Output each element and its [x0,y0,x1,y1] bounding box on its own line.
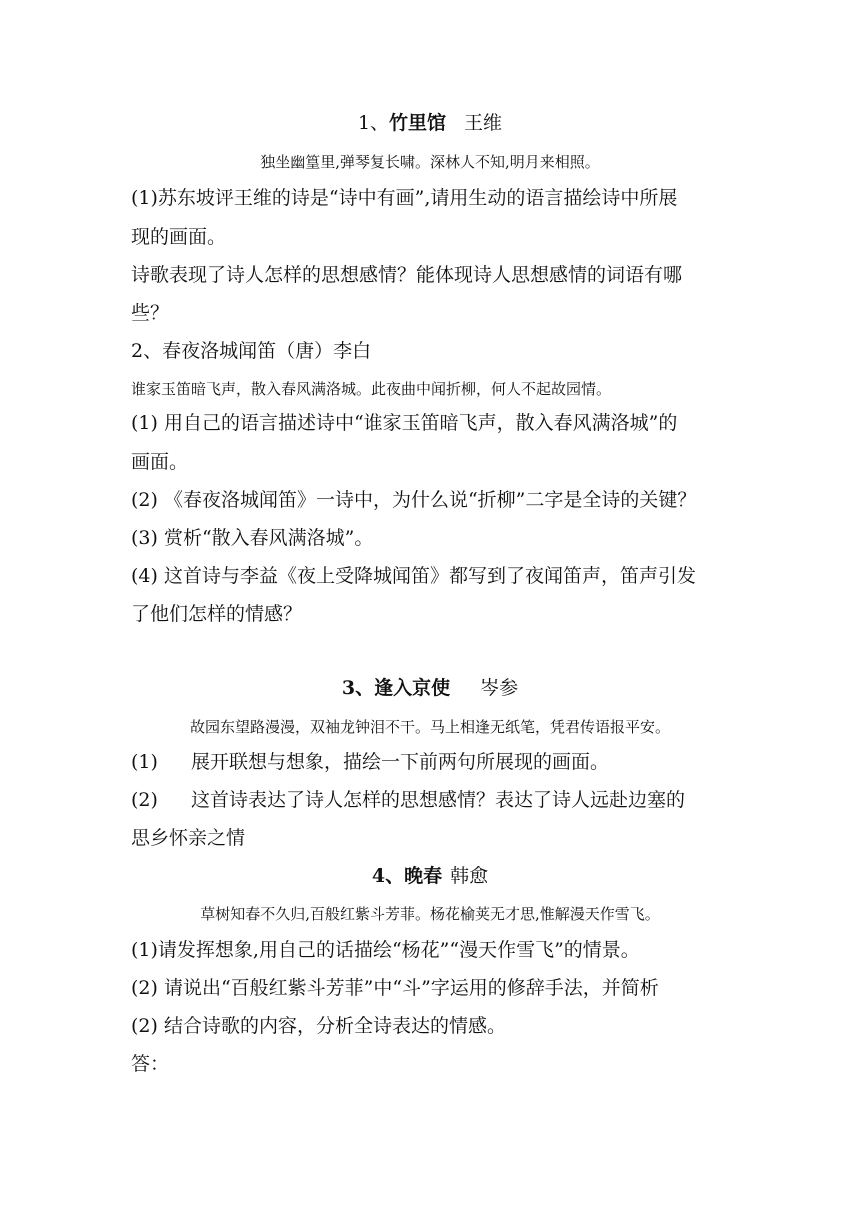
poem3-question2-line1: 这首诗表达了诗人怎样的思想感情？表达了诗人远赴边塞的 [191,789,686,811]
poem4-title: 4、晚春 [371,865,443,887]
poem1-author: 王维 [464,112,503,134]
poem2-question4-line2: 了他们怎样的情感？ [131,603,303,625]
poem1-question2-line2: 些？ [131,302,170,324]
poem2-question1-line2: 画面。 [131,451,189,473]
poem2-heading: 2、春夜洛城闻笛（唐）李白 [131,340,372,362]
poem3-question1-number: (1) [131,751,158,773]
poem1-title-line [0,111,860,135]
poem2-question4-line1: (4) 这首诗与李益《夜上受降城闻笛》都写到了夜闻笛声，笛声引发 [131,565,696,587]
poem4-question2: (2) 请说出“百般红紫斗芳菲”中“斗”字运用的修辞手法，并简析 [131,977,659,999]
poem4-title-line [0,864,860,888]
poem4-question3: (2) 结合诗歌的内容，分析全诗表达的情感。 [131,1015,506,1037]
poem2-text: 谁家玉笛暗飞声，散入春风满洛城。此夜曲中闻折柳，何人不起故园情。 [131,380,612,398]
poem4-question1: (1)请发挥想象,用自己的话描绘“杨花”“漫天作雪飞”的情景。 [131,939,640,961]
poem3-question1: 展开联想与想象，描绘一下前两句所展现的画面。 [191,751,610,773]
poem3-text: 故园东望路漫漫，双袖龙钟泪不干。马上相逢无纸笔，凭君传语报平安。 [189,718,670,736]
poem4-answer-label: 答： [131,1053,170,1075]
poem2-question3: (3) 赏析“散入春风满洛城”。 [131,527,374,549]
poem3-question2-line2: 思乡怀亲之情 [131,827,246,849]
poem1-question2-line1: 诗歌表现了诗人怎样的思想感情？能体现诗人思想感情的词语有哪 [131,264,683,286]
poem2-question1-line1: (1) 用自己的语言描述诗中“谁家玉笛暗飞声，散入春风满洛城”的 [131,412,678,434]
poem2-question2: (2) 《春夜洛城闻笛》一诗中，为什么说“折柳”二字是全诗的关键？ [131,489,697,511]
poem3-title: 3、逢入京使 [341,677,451,699]
poem3-title-line [0,676,860,700]
poem3-author: 岑参 [480,677,519,699]
poem1-question1-line2: 现的画面。 [131,226,227,248]
poem3-question2-number: (2) [131,789,158,811]
poem1-title-number: 1、 [357,112,390,134]
poem1-text: 独坐幽篁里,弹琴复长啸。深林人不知,明月来相照。 [260,153,600,171]
poem4-text: 草树知春不久归,百般红紫斗芳菲。杨花榆荚无才思,惟解漫天作雪飞。 [200,905,660,923]
poem1-title: 竹里馆 [389,112,447,134]
poem4-author: 韩愈 [450,865,489,887]
poem1-question1-line1: (1)苏东坡评王维的诗是“诗中有画”,请用生动的语言描绘诗中所展 [131,187,678,209]
